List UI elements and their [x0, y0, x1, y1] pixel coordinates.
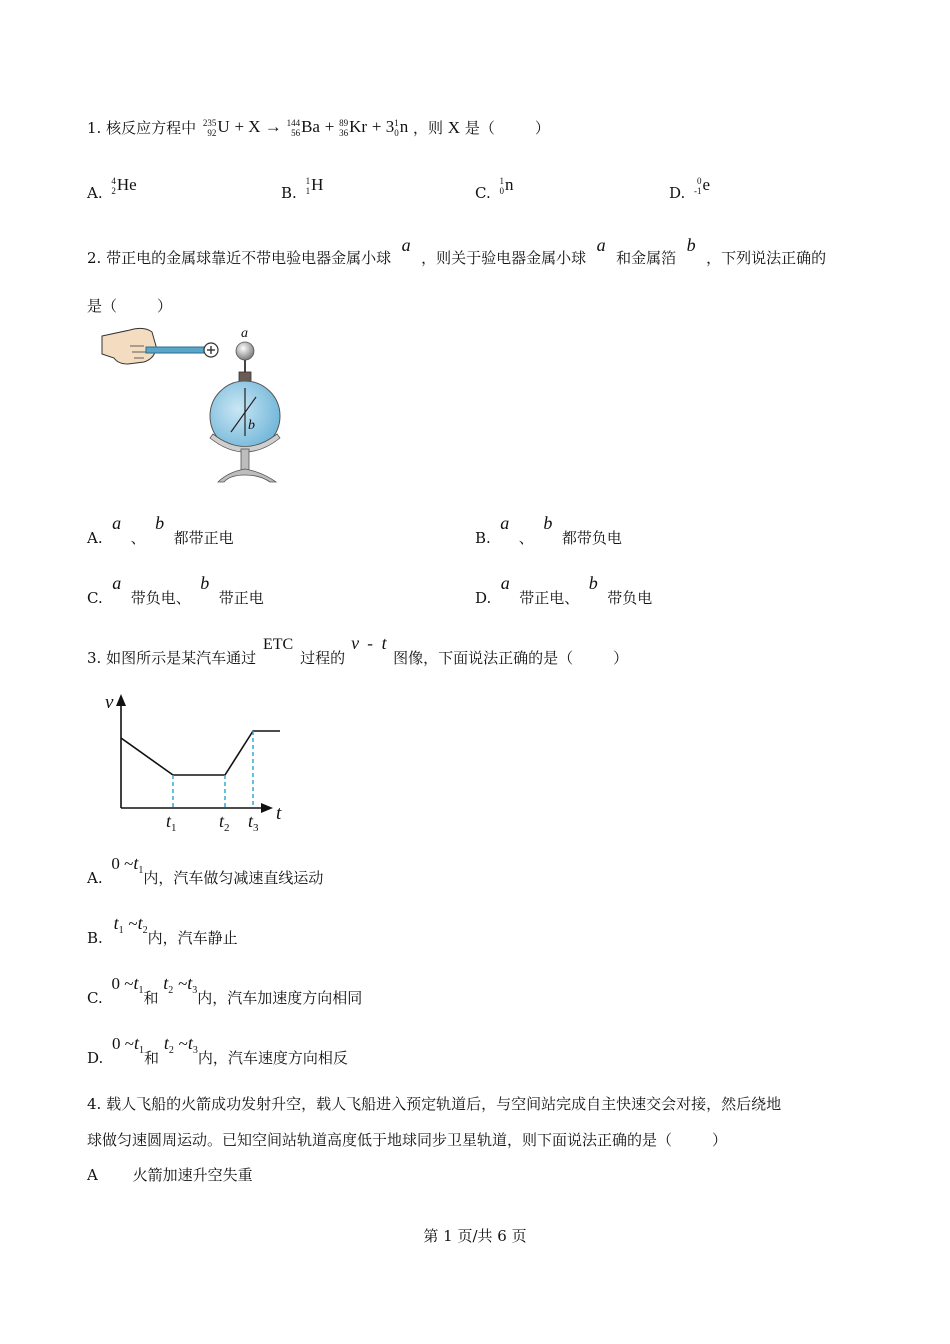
- q4-stem-line1: 4. 载人飞船的火箭成功发射升空，载人飞船进入预定轨道后，与空间站完成自主快速交会对接，然后绕地: [87, 1095, 782, 1113]
- q2-stem-line2: 是（ ）: [87, 297, 173, 315]
- t-axis-label: t: [276, 803, 282, 824]
- q1-option-a[interactable]: A. 4 2 He: [87, 175, 137, 202]
- q1-option-d[interactable]: D. 0 -1 e: [669, 175, 711, 202]
- page-footer: 第 1 页/共 6 页: [423, 1227, 527, 1245]
- q1-equation: 235 92 U + X → 144 56 Ba + 89 36 Kr + 3 1 0 n: [202, 117, 409, 138]
- q2-option-d[interactable]: D.a带正电、b带负电: [475, 573, 653, 607]
- charged-rod: [146, 347, 206, 353]
- q2-option-b[interactable]: B.a、b都带负电: [475, 513, 622, 547]
- q1-option-b[interactable]: B. 1 1 H: [281, 175, 324, 202]
- q3-option-a[interactable]: A. 0 $\sim t_1$内，汽车做匀减速直线运动: [87, 853, 324, 887]
- velocity-curve: [121, 731, 280, 775]
- electroscope-figure: [100, 324, 300, 486]
- figure-label-b: b: [248, 418, 255, 433]
- t-axis-arrow: [261, 803, 273, 813]
- figure-label-a: a: [241, 326, 248, 341]
- q2-option-a[interactable]: A.a、b都带正电: [87, 513, 234, 547]
- q1-option-c[interactable]: C. 1 0 n: [475, 175, 514, 202]
- q1-prefix: 1. 核反应方程中: [87, 119, 197, 137]
- q2-stem-line1: 2. 带正电的金属球靠近不带电验电器金属小球a，则关于验电器金属小球a和金属箔b，下列说法正确的: [87, 235, 827, 267]
- q2-option-c[interactable]: C.a带负电、b带正电: [87, 573, 264, 607]
- q3-option-d[interactable]: D. 0 $\sim t_1$和 $t_2$ $\sim t_3$内，汽车速度方向相反: [87, 1033, 348, 1067]
- metal-ball-a: [236, 342, 254, 360]
- hand-icon: [102, 328, 156, 364]
- q3-stem: 3. 如图所示是某汽车通过ETC过程的v - t图像，下面说法正确的是（ ）: [87, 633, 629, 667]
- vt-graph: [100, 688, 300, 838]
- v-axis-arrow: [116, 694, 126, 706]
- tick-t2: $t_2$: [219, 811, 230, 834]
- q3-option-c[interactable]: C. 0 $\sim t_1$和 $t_2$ $\sim t_3$内，汽车加速度方向相同: [87, 973, 363, 1007]
- q4-option-a[interactable]: A 火箭加速升空失重: [87, 1166, 253, 1184]
- tick-t3: $t_3$: [248, 811, 259, 834]
- q1-stem: 1. 核反应方程中 235 92 U + X → 144 56 Ba + 89 36 Kr + 3 1 0 n ，则 X 是（ ）: [87, 117, 550, 138]
- q3-option-b[interactable]: B. $t_1$ $\sim t_2$内，汽车静止: [87, 913, 238, 947]
- q4-stem-line2: 球做匀速圆周运动。已知空间站轨道高度低于地球同步卫星轨道，则下面说法正确的是（ ）: [87, 1131, 728, 1149]
- tick-t1: $t_1$: [166, 811, 177, 834]
- v-axis-label: v: [105, 692, 114, 713]
